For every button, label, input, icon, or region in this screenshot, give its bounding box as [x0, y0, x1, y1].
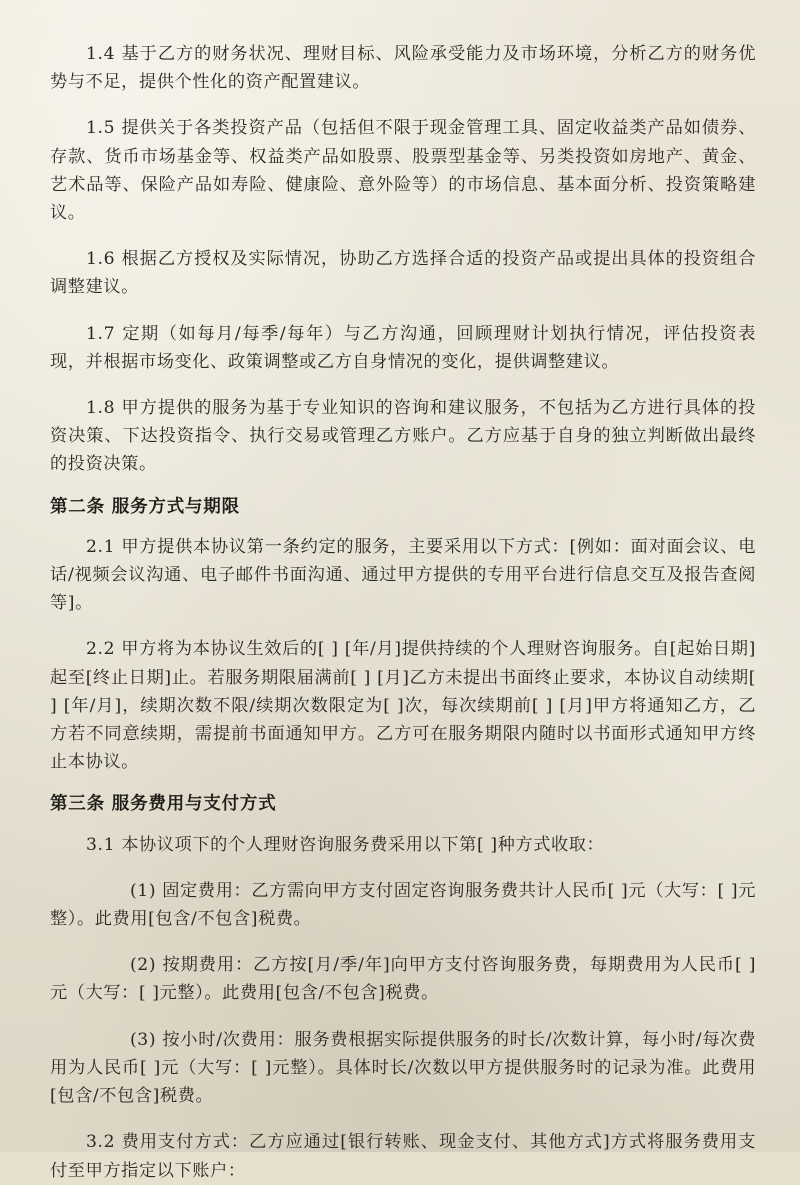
clause-3-1-option-2: (2) 按期费用：乙方按[月/季/年]向甲方支付咨询服务费，每期费用为人民币[ ]元（大写：[ ]元整）。此费用[包含/不包含]税费。 [50, 955, 756, 1004]
clause-2-2: 2.2 甲方将为本协议生效后的[ ] [年/月]提供持续的个人理财咨询服务。自[起始日期]起至[终止日期]止。若服务期限届满前[ ] [月]乙方未提出书面终止要求，本协议自动续期[ ] [年/月]，续期次数不限/续期次数限定为[ ]次，每次续期前[ ] [月]甲方将通知乙方，乙方若不同意续期，需提前书面通知甲方。乙方可在服务期限内随时以书面形式通知甲方终止本协议。 [50, 639, 756, 773]
clause-3-2: 3.2 费用支付方式：乙方应通过[银行转账、现金支付、其他方式]方式将服务费用支付至甲方指定以下账户： [50, 1132, 756, 1181]
clause-1-7: 1.7 定期（如每月/每季/每年）与乙方沟通，回顾理财计划执行情况，评估投资表现，并根据市场变化、政策调整或乙方自身情况的变化，提供调整建议。 [50, 323, 756, 372]
clause-1-4: 1.4 基于乙方的财务状况、理财目标、风险承受能力及市场环境，分析乙方的财务优势与不足，提供个性化的资产配置建议。 [50, 44, 756, 93]
clause-1-6: 1.6 根据乙方授权及实际情况，协助乙方选择合适的投资产品或提出具体的投资组合调整建议。 [50, 249, 756, 298]
clause-3-1-option-3: (3) 按小时/次费用：服务费根据实际提供服务的时长/次数计算，每小时/每次费用为人民币[ ]元（大写：[ ]元整）。具体时长/次数以甲方提供服务时的记录为准。此费用[包含/不包含]税费。 [50, 1029, 756, 1107]
clause-1-8: 1.8 甲方提供的服务为基于专业知识的咨询和建议服务，不包括为乙方进行具体的投资决策、下达投资指令、执行交易或管理乙方账户。乙方应基于自身的独立判断做出最终的投资决策。 [50, 398, 756, 475]
clause-2-1: 2.1 甲方提供本协议第一条约定的服务，主要采用以下方式：[例如：面对面会议、电话/视频会议沟通、电子邮件书面沟通、通过甲方提供的专用平台进行信息交互及报告查阅等]。 [50, 536, 756, 614]
clause-1-5: 1.5 提供关于各类投资产品（包括但不限于现金管理工具、固定收益类产品如债券、存款、货币市场基金等、权益类产品如股票、股票型基金等、另类投资如房地产、黄金、艺术品等、保险产品如寿险、健康险、意外险等）的市场信息、基本面分析、投资策略建议。 [50, 118, 756, 224]
article-2-heading: 第二条 服务方式与期限 [50, 496, 240, 517]
clause-3-1-option-1: (1) 固定费用：乙方需向甲方支付固定咨询服务费共计人民币[ ]元（大写：[ ]元整）。此费用[包含/不包含]税费。 [50, 880, 756, 930]
clause-3-1: 3.1 本协议项下的个人理财咨询服务费采用以下第[ ]种方式收取： [86, 834, 605, 855]
article-3-heading: 第三条 服务费用与支付方式 [50, 794, 277, 815]
